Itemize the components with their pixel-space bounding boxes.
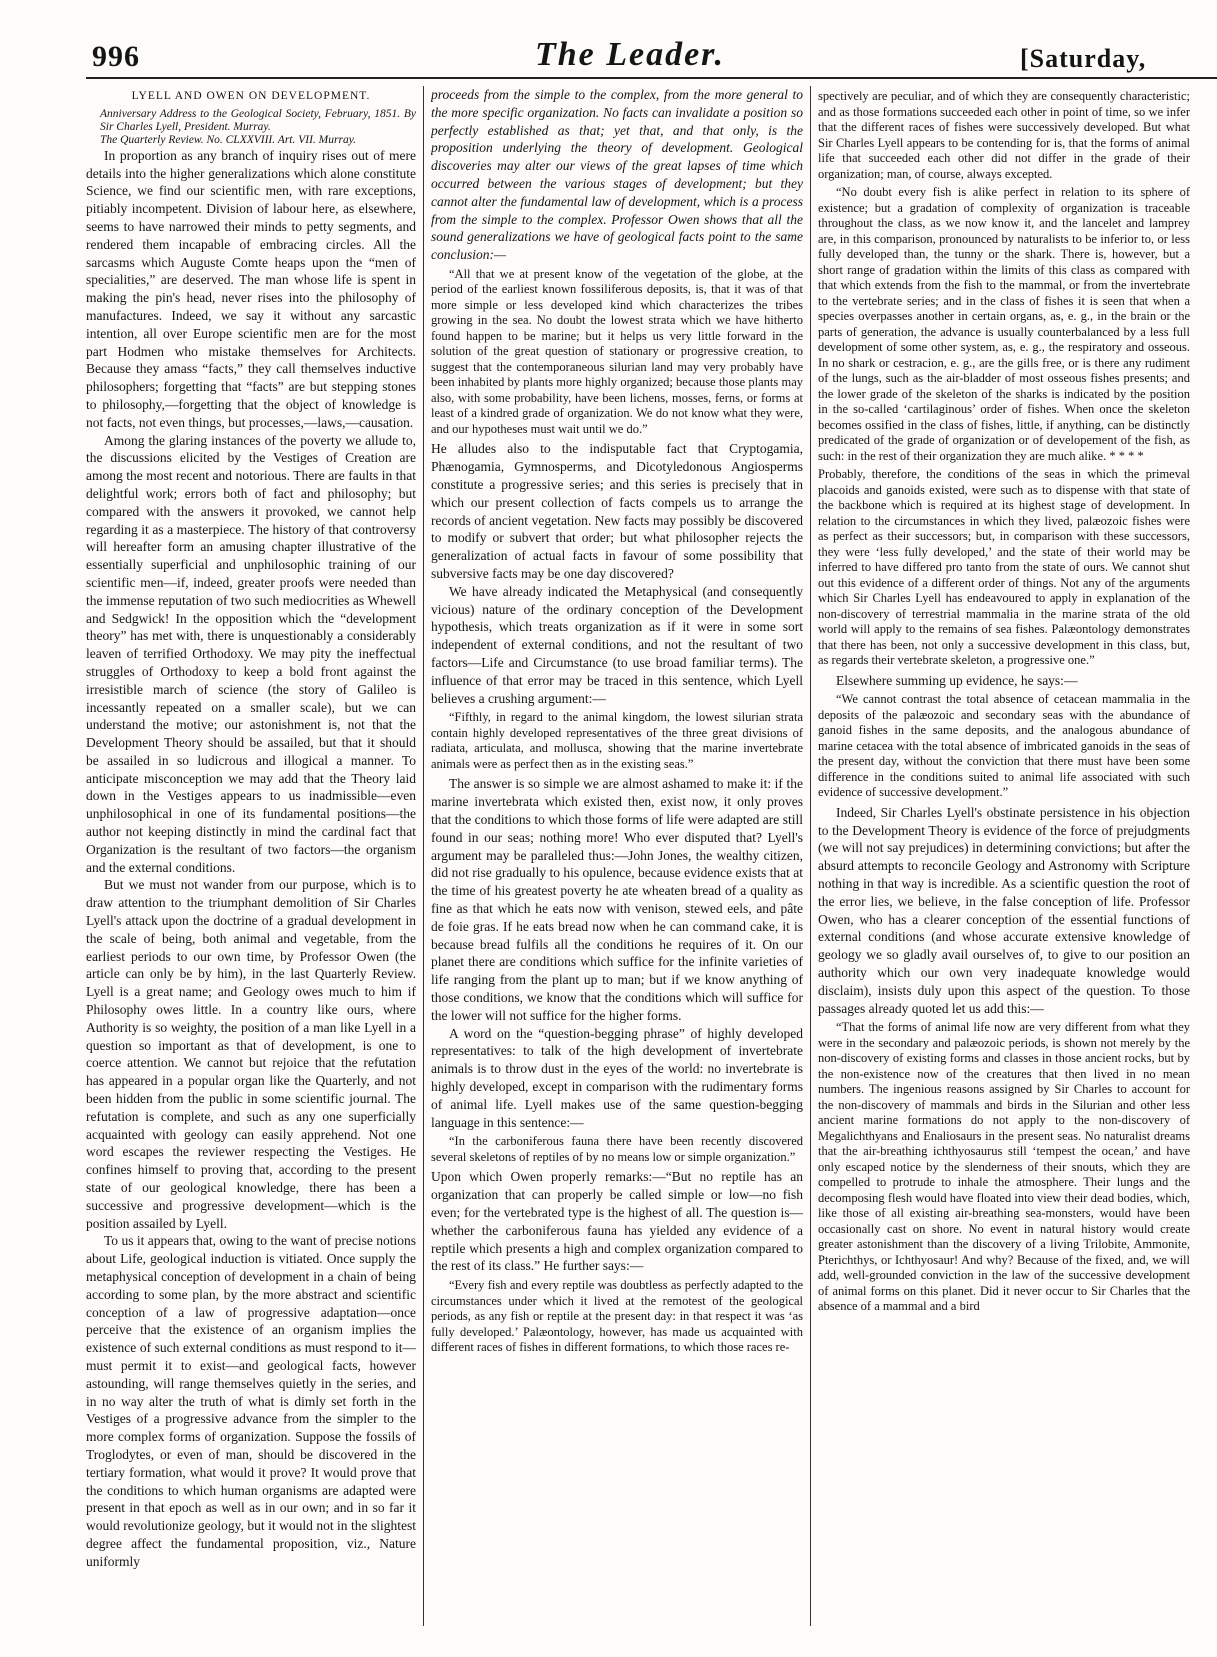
paragraph: To us it appears that, owing to the want of precise notions about Life, geological induction is vitiated. Once supply the metaphysical conception of development in a chain of being according to some plan, by the more abstract and scientific conception of a law of progressive adaptation—once perceive that the existence of an organism implies the existence of such external conditions as must respond to it—must permit it to exist—and geological facts, however astounding, will range themselves quietly in the series, and in no way alter the truth of what is dimly set forth in the Vestiges of a progressive advance from the simpler to the more complex forms of organization. Suppose the fossils of Troglodytes, or even of man, should be discovered in the tertiary formation, what would it prove? It would prove that the conditions to which human organisms are adapted were present in that epoch as well as in our own; and in so far it would revolutionize geology, but it would not in the slightest degree affect the fundamental proposition, viz., Nature uniformly — [86, 1233, 416, 1569]
quotation: “That the forms of animal life now are very different from what they were in the secondary and palæozoic periods, is shown not merely by the non-discovery of existing forms and classes in those ancient rocks, but by the non-existence now of the creatures that then lived in no mean numbers. The ingenious reasons assigned by Sir Charles to account for the non-discovery of mammals and birds in the Silurian and other less ancient marine formations do not apply to the non-discovery of Megalichthyans and Enaliosaurs in the present seas. No naturalist dreams that the air-breathing ichthyosaurus still ‘tempest the ocean,’ and have only escaped notice by the slenderness of their snouts, which they are compelled to protrude to inhale the atmosphere. Their lungs and the decomposing flesh would have floated into view their dead bodies, which, like those of all existing air-breathing sea-monsters, would have been occasionally cast on shore. No event in natural history would create greater astonishment than the discovery of a living Trilobite, Ammonite, Pterichthys, or Ichthyosaur! And why? Because of the fixed, and, we will add, well-grounded conviction in the law of the successive development of animal forms on this planet. Did it never occur to Sir Charles that the absence of a mammal and a bird — [818, 1020, 1190, 1314]
paragraph: Upon which Owen properly remarks:—“But no reptile has an organization that can properly be called simple or low—no fish even; for the vertebrated type is the highest of all. The question is—whether the carboniferous fauna has yielded any evidence of a reptile which presents a high and complex organization compared to the rest of its class.” He further says:— — [431, 1169, 803, 1274]
quotation: “In the carboniferous fauna there have been recently discovered several skeletons of reptiles of by no means low or simple organization.” — [431, 1134, 803, 1164]
quotation: spectively are peculiar, and of which they are consequently characteristic; and as those formations succeeded each other in point of time, so we infer that the different races of fishes were successively developed. But what Sir Charles Lyell appears to be contending for is, that the forms of animal life that succeeded each other did not differ in the grade of their organization; man, of course, always excepted. — [818, 89, 1190, 181]
quotation: “We cannot contrast the total absence of cetacean mammalia in the deposits of the palæozoic and secondary seas with the abundance of ganoid fishes in the same deposits, and the analogous abundance of marine cetacea with the total absence of imbricated ganoids in the seas of the present day, without the conviction that there must have been some difference in the conditions suited to animal life associated with such evidence of successive development.” — [818, 692, 1190, 800]
header-rule — [86, 77, 1217, 79]
article-source-1: Anniversary Address to the Geological Society, February, 1851. By Sir Charles Lyell, President. Murray. — [100, 107, 416, 133]
page-number: 996 — [92, 40, 140, 73]
quotation: “Fifthly, in regard to the animal kingdom, the lowest silurian strata contain highly developed representatives of the three great divisions of radiata, articulata, and mollusca, showing that the marine invertebrate animals were as perfect then as in the existing seas.” — [431, 710, 803, 771]
column-divider — [810, 86, 811, 1626]
article-title: LYELL AND OWEN ON DEVELOPMENT. — [131, 90, 371, 102]
paragraph: A word on the “question-begging phrase” of highly developed representatives: to talk of the high development of invertebrate animals is to throw dust in the eyes of the world: no invertebrate is highly developed, except in comparison with the rudimentary forms of animal life. Lyell makes use of the same question-begging language in this sentence:— — [431, 1025, 803, 1130]
paragraph: We have already indicated the Metaphysical (and consequently vicious) nature of the ordinary conception of the Development hypothesis, which treats organization as if it were in some sort independent of external conditions, and not the resultant of two factors—Life and Circumstance (to use broad familiar terms). The influence of that error may be traced in this sentence, which Lyell believes a crushing argument:— — [431, 583, 803, 706]
paragraph: In proportion as any branch of inquiry rises out of mere details into the higher generalizations which alone constitute Science, we find our scientific men, with rare exceptions, pitiably incompetent. Division of labour here, as elsewhere, seems to have narrowed their minds to petty segments, and rendered them incapable of embracing circles. All the sarcasms which Auguste Comte heaps upon the “men of specialities,” are deserved. The man whose life is spent in making the pin's head, never rises into the philosophy of manufactures. Indeed, we say it without any sarcastic intention, all over Europe scientific men are for the most part Hodmen who mistake themselves for Architects. Because they amass “facts,” they call themselves inductive philosophers; forgetting that “facts” are but stepping stones to philosophy,—forgetting that the object of knowledge is not facts, not even things, but processes,—laws,—causation. — [86, 147, 416, 430]
paragraph: proceeds from the simple to the complex, from the more general to the more specific organization. No facts can invalidate a position so perfectly established as that; yet that, and that only, is the proposition underlying the theory of development. Geological discoveries may alter our views of the great lapses of time which occurred between the various stages of development; but they cannot alter the fundamental law of development, which is a process from the simple to the complex. Professor Owen shows that all the sound generalizations we have of geological facts point to the same conclusion:— — [431, 87, 803, 263]
issue-day: [Saturday, — [1020, 44, 1147, 73]
column-1 — [86, 86, 416, 1626]
quotation: “All that we at present know of the vegetation of the globe, at the period of the earliest known fossiliferous deposits, is, that it was of that more simple or less developed kind which characterizes the tribes growing in the sea. No doubt the lowest strata which we have hitherto found happen to be marine; but it helps us very little forward in the solution of the great question of stationary or progressive creation, to suggest that the contemporaneous silurian land may very probably have been inhabited by plants more highly organized; because those plants may also, with some probability, have been lichens, mosses, ferns, or forms at least of a kindred grade of organization. We do not know what they were, and our hypotheses must wait until we do.” — [431, 266, 803, 436]
article-source-2: The Quarterly Review. No. CLXXVIII. Art. VII. Murray. — [100, 133, 357, 146]
paragraph: Indeed, Sir Charles Lyell's obstinate persistence in his objection to the Development Theory is evidence of the force of prejudgments (we will not say prejudices) in determining convictions; but after the absurd attempts to reconcile Geology and Astronomy with Scripture nothing in that way is incredible. As a scientific question the root of the error lies, we believe, in the false conception of life. Professor Owen, who has a clearer conception of the essential functions of external conditions (and whose accurate extensive knowledge of geology we so gladly avail ourselves of, to give to our position an authority which our own very inadequate knowledge would disclaim), insists duly upon this aspect of the question. To those passages already quoted let us add this:— — [818, 804, 1190, 1016]
quotation: Probably, therefore, the conditions of the seas in which the primeval placoids and ganoids existed, were such as to dispense with that state of the backbone which is required at its highest stage of development. In relation to the circumstances in which they lived, palæozoic fishes were as perfect as their successors; but, in comparison with these successors, they were ‘less fully developed,’ and the state of their world may be inferred to have differed pro tanto from the state of ours. We cannot shut out this evidence of a different order of things. Not any of the arguments which Sir Charles Lyell has endeavoured to apply in explanation of the non-discovery of terrestrial mammalia in the marine strata of the old world will apply to the remains of sea fishes. Palæontology demonstrates that there has been, not only a successive development in this class, but, as regards their vertebrate skeleton, a progressive one.” — [818, 467, 1190, 667]
paragraph: Elsewhere summing up evidence, he says:— — [836, 672, 1078, 688]
paragraph: The answer is so simple we are almost ashamed to make it: if the marine invertebrata which existed then, exist now, it only proves that the conditions to which those forms of life were adapted are still found in our seas; nothing more! Who ever disputed that? Lyell's argument may be paralleled thus:—John Jones, the wealthy citizen, did not rise gradually to his opulence, because evidence exists that at the time of his greatest poverty he ate wheaten bread of a quality as fine as that which he eats now with venison, stewed eels, and pâte de foie gras. If he eats bread now when he can command cake, it is because bread fulfils all the conditions he requires of it. On our planet there are conditions which suffice for the infinite varieties of life ranging from the plant up to man; but if we know anything of those conditions, we know that the conditions which will suffice for the lower will not suffice for the higher forms. — [431, 776, 803, 1023]
paragraph: But we must not wander from our purpose, which is to draw attention to the triumphant demolition of Sir Charles Lyell's attack upon the doctrine of a gradual development in the scale of being, both animal and vegetable, from the earliest periods to our own time, by Professor Owen (the article can only be by him), in the last Quarterly Review. Lyell is a great name; and Geology owes much to him if Philosophy owes little. In a country like ours, where Authority is so weighty, the position of a man like Lyell in a question so important as that of development, is one to coerce attention. We cannot but rejoice that the refutation has appeared in a popular organ like the Quarterly, and not been hidden from the public in some scientific journal. The refutation is complete, and such as any one superficially acquainted with geology can easily apprehend. Not one word escapes the reviewer respecting the Vestiges. He confines himself to proving that, according to the present state of our geological knowledge, there has been a successive and progressive development—which is the position assailed by Lyell. — [86, 877, 416, 1231]
quotation: “Every fish and every reptile was doubtless as perfectly adapted to the circumstances under which it lived at the remotest of the geological periods, as any fish or reptile at the present day: in that respect it was ‘as fully developed.’ Palæontology, however, has made us acquainted with different races of fishes in different formations, to which those races re- — [431, 1278, 803, 1355]
quotation: “No doubt every fish is alike perfect in relation to its sphere of existence; but a gradation of complexity of organization is traceable throughout the class, as we now know it, and the lancelet and lamprey are, in this comparison, pronounced by naturalists to be inferior to, or less fully developed than, the tunny or the shark. There is, however, but a short range of gradation within the limits of this class as compared with that which extends from the fish to the mammal, or from the invertebrate to the vertebrate series; and in the class of fishes it is seen that when a species overpasses another in certain organs, as, e. g., in the brain or the parts of generation, the advance is usually counterbalanced by a less full development of some other system, as, e. g., the respiratory and osseous. In no shark or cestracion, e. g., are the gills free, or is there any rudiment of the lungs, such as the air-bladder of most osseous fishes presents; and the lower grade of the skeleton of the sharks is indicated by the position in the so-called ‘cartilaginous’ order of fishes. When once the skeleton becomes ossified in the class of fishes, little, if anything, can be distinctly predicated of the grade of organization or of developement of the fish, as such: in the rest of their organization they are much alike. * * * * — [818, 185, 1190, 463]
paragraph: Among the glaring instances of the poverty we allude to, the discussions elicited by the Vestiges of Creation are among the most recent and notorious. There are faults in that delightful work; errors both of fact and philosophy; but compared with the answers it provoked, we cannot help regarding it as a masterpiece. The history of that controversy will hereafter form an amusing chapter illustrative of the essentially superficial and unphilosophic training of our scientific men—if, indeed, greater proofs were needed than the immense reputation of two such mediocrities as Whewell and Sedgwick! In the opposition which the “development theory” has met with, there is unquestionably a considerably leaven of terrified Orthodoxy. We may pity the ineffectual struggles of Orthodoxy to keep a bold front against the irresistible march of science (the story of Galileo is incessantly repeated on a smaller scale), but we can understand the motive; our astonishment is, not that the Development Theory should be assailed, but that it should be assailed in so ludicrous and illogical a manner. To anticipate misconception we may add that the Theory laid down in the Vestiges appears to us inadmissible—even unphilosophical in one of its fundamental positions—the author not keeping distinctly in mind the cardinal fact that Organization is the resultant of two factors—the organism and the external conditions. — [86, 432, 416, 875]
column-2 — [431, 86, 803, 1626]
paragraph: He alludes also to the indisputable fact that Cryptogamia, Phænogamia, Gymnosperms, and Dicotyledonous Angiosperms constitute a progressive series; and this series is precisely that in which our present collection of facts compels us to arrange the records of ancient vegetation. New facts may possibly be discovered to modify or subvert that order; but what philosopher rejects the generalization of actual facts in favour of some possibility that subversive facts may be one day discovered? — [431, 441, 803, 582]
column-divider — [423, 86, 424, 1626]
masthead-title: The Leader. — [534, 36, 726, 73]
column-3 — [818, 86, 1190, 1626]
